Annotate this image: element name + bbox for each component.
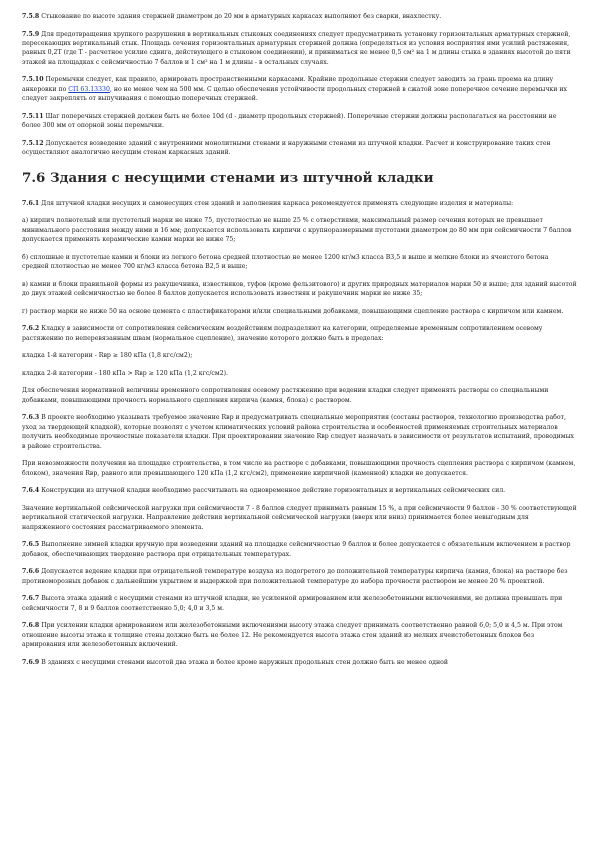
paragraph-7-6-3	[22, 413, 577, 451]
list-item-g	[22, 307, 577, 316]
clause-number: 7.6.5	[22, 541, 40, 549]
clause-text: Выполнение зимней кладки вручную при возведении зданий на площадке сейсмичностью 9 баллов и более допускается с обязательным включением в раствор добавок, обеспечивающих твердение раствора при отрицательных температурах.	[22, 541, 571, 558]
paragraph-7-5-8	[22, 12, 577, 21]
paragraph-vertical-load	[22, 504, 577, 532]
clause-number: 7.6.7	[22, 595, 40, 603]
clause-text: г) раствор марки не ниже 50 на основе цемента с пластификаторами и/или специальными добавками, повышающими сцепление раствора с кирпичом или камнем.	[22, 307, 564, 315]
paragraph-7-6-2	[22, 324, 577, 343]
clause-number: 7.6.4	[22, 487, 40, 495]
paragraph-7-5-11	[22, 112, 577, 131]
document-page	[22, 12, 577, 838]
clause-text: Стыкование по высоте здания стержней диаметром до 20 мм в арматурных каркасах выполняют без сварки, внахлестку.	[39, 13, 442, 20]
paragraph-7-6-6	[22, 567, 577, 586]
clause-text: Для предотвращения хрупкого разрушения в вертикальных стыковых соединениях следует предусматривать установку горизонтальных арматурных стержней, пересекающих вертикальный стык. Площадь сечения горизонтальных арматурных стержней должна (определяться из условия восприятия ими усилий растяжения, равных 0,2Т (где Т - расчетное усилие сдвига, действующего в стыковом соединении), и приниматься не менее 0,5 см² на 1 м длины стыка в зданиях высотой до пяти этажей на площадках с сейсмичностью 7 баллов и 1 см² на 1 м длины - в остальных случаях.	[22, 30, 571, 66]
clause-number: 7.6.6	[22, 568, 40, 576]
clause-number: 7.5.12	[22, 139, 44, 147]
clause-text-continued: , но не менее чем на 500 мм. С целью обеспечения устойчивости продольных стержней в сжатой зоне поперечное сечение перемычки их следует закреплять от выпучивания с помощью поперечных стержней.	[22, 85, 567, 103]
clause-text: Перемычки следует, как правило, армировать пространственными каркасами. Крайние продольные стержни следует заводить за грань проема на длину анкеровки по	[22, 76, 554, 93]
masonry-category-1	[22, 351, 577, 360]
clause-number: 7.5.8	[22, 13, 40, 20]
clause-text: Для штучной кладки несущих и самонесущих стен зданий и заполнения каркаса рекомендуется применять следующие изделия и материалы:	[39, 199, 514, 207]
clause-text: в) камни и блоки правильной формы из ракушечника, известняков, туфов (кроме фельзитового) и других природных материалов марки 50 и выше; для зданий высотой до двух этажей сейсмичностью не более 8 баллов допускается использовать известняк и ракушечник марки не ниже 35;	[22, 280, 577, 298]
clause-text: Допускается возведение зданий с внутренними монолитными стенами и наружными стенами из штучной кладки. Расчет и конструирование таких стен осуществляют аналогично несущим стенам каркасных зданий.	[22, 139, 551, 157]
paragraph-7-5-9	[22, 30, 577, 68]
reference-link-sp63[interactable]: СП 63.13330	[68, 85, 110, 93]
paragraph-7-6-8	[22, 621, 577, 649]
clause-text: а) кирпич полнотелый или пустотелый марки не ниже 75, пустотностью не выше 25 % с отверстиями, максимальный размер сечения которых не превышает минимального расстояния между ними и 16 мм; допускается использовать кирпичи с крупноразмерными пустотами диаметром до 80 мм при сейсмичности 7 баллов допускается применять керамические камни марки не ниже 75;	[22, 217, 572, 244]
clause-text: Кладку в зависимости от сопротивления сейсмическим воздействиям подразделяют на категории, определяемые временным сопротивлением осевому растяжению по неперевязанным швам (нормальное сцепление), значение которого должно быть в пределах:	[22, 325, 543, 342]
clause-number: 7.5.11	[22, 112, 44, 120]
section-heading: 7.6 Здания с несущими стенами из штучной кладки	[22, 169, 434, 186]
list-item-a	[22, 216, 577, 244]
paragraph-7-6-1	[22, 199, 577, 208]
clause-text: Допускается ведение кладки при отрицательной температуре воздуха из подогретого до положительной температуры кирпича (камня, блока) на растворе без противоморозных добавок с дальнейшим укрытием и выдержкой при положительной температуре до набора прочности раствором не менее 20 % проектной.	[22, 568, 568, 585]
clause-text: При невозможности получения на площадке строительства, в том числе на растворе с добавками, повышающими прочность сцепления раствора с кирпичом (камнем, блоком), значения Rвр, равного или превышающего 120 кПа (1,2 кгс/см2), применение кирпичной (каменной) кладки не допускается.	[22, 460, 576, 477]
paragraph-rvr-impossibility	[22, 459, 577, 478]
paragraph-7-6-7	[22, 594, 577, 613]
clause-text: В проекте необходимо указывать требуемое значение Rвр и предусматривать специальные мероприятия (составы растворов, технологию производства работ, уход за твердеющей кладкой), которые позволят с учетом климатических условий района строительства и особенностей применяемых строительных материалов получить необходимые прочностные показатели кладки. При проектировании значение Rвр следует назначать в зависимости от результатов испытаний, проводимых в районе строительства.	[22, 414, 574, 450]
paragraph-mortar-additives	[22, 386, 577, 405]
list-item-v	[22, 280, 577, 299]
clause-number: 7.6.9	[22, 658, 40, 666]
paragraph-7-5-10	[22, 75, 577, 103]
clause-number: 7.5.10	[22, 76, 44, 84]
clause-text: Высота этажа зданий с несущими стенами из штучной кладки, не усиленной армированием или железобетонными включениями, не должна превышать при сейсмичности 7, 8 и 9 баллов соответственно 5,0; 4,0 и 3,5 м.	[22, 595, 563, 612]
masonry-category-2	[22, 369, 577, 378]
clause-text: кладка 2-й категории - 180 кПа > Rвр ≥ 120 кПа (1,2 кгс/см2).	[22, 369, 229, 377]
clause-text: б) сплошные и пустотелые камни и блоки из легкого бетона средней плотностью не менее 1200 кг/м3 класса В3,5 и выше и мелкие блоки из ячеистого бетона средней плотностью не менее 700 кг/м3 класса бетона В2,5 и выше;	[22, 253, 549, 271]
paragraph-7-6-4	[22, 486, 577, 495]
clause-text: При усилении кладки армированием или железобетонными включениями высоту этажа следует принимать соответственно равной 6,0; 5,0 и 4,5 м. При этом отношение высоты этажа к толщине стены должно быть не более 12. Не рекомендуется высота этажа стен зданий из мелких ячеистобетонных блоков без армирования или железобетонных включений.	[22, 622, 563, 649]
clause-number: 7.5.9	[22, 30, 40, 38]
clause-text: Шаг поперечных стержней должен быть не более 10d (d - диаметр продольных стержней). Поперечные стержни должны располагаться на расстоянии не более 300 мм от опорной зоны перемычки.	[22, 112, 557, 130]
clause-number: 7.6.1	[22, 199, 40, 207]
paragraph-7-6-9	[22, 658, 577, 667]
clause-text: Для обеспечения нормативной величины временного сопротивления осевому растяжению при ведении кладки следует применять растворы со специальными добавками, повышающими прочность нормального сцепления кирпича (камня, блока) с раствором.	[22, 387, 549, 404]
clause-number: 7.6.3	[22, 414, 40, 422]
clause-text: Конструкции из штучной кладки необходимо рассчитывать на одновременное действие горизонтальных и вертикальных сейсмических сил.	[39, 487, 506, 495]
paragraph-7-5-12	[22, 139, 577, 158]
clause-text: кладка 1-й категории - Rвр ≥ 180 кПа (1,8 кгс/см2);	[22, 352, 193, 360]
clause-number: 7.6.8	[22, 622, 40, 630]
clause-text: Значение вертикальной сейсмической нагрузки при сейсмичности 7 - 8 баллов следует принимать равным 15 %, а при сейсмичности 9 баллов - 30 % соответствующей вертикальной статической нагрузки. Направление действия вертикальной сейсмической нагрузки (вверх или вниз) принимается более невыгодным для напряженного состояния рассматриваемого элемента.	[22, 504, 577, 531]
list-item-b	[22, 253, 577, 272]
clause-number: 7.6.2	[22, 325, 40, 333]
paragraph-7-6-5	[22, 540, 577, 559]
clause-text: В зданиях с несущими стенами высотой два этажа и более кроме наружных продольных стен должно быть не менее одной	[39, 658, 448, 666]
